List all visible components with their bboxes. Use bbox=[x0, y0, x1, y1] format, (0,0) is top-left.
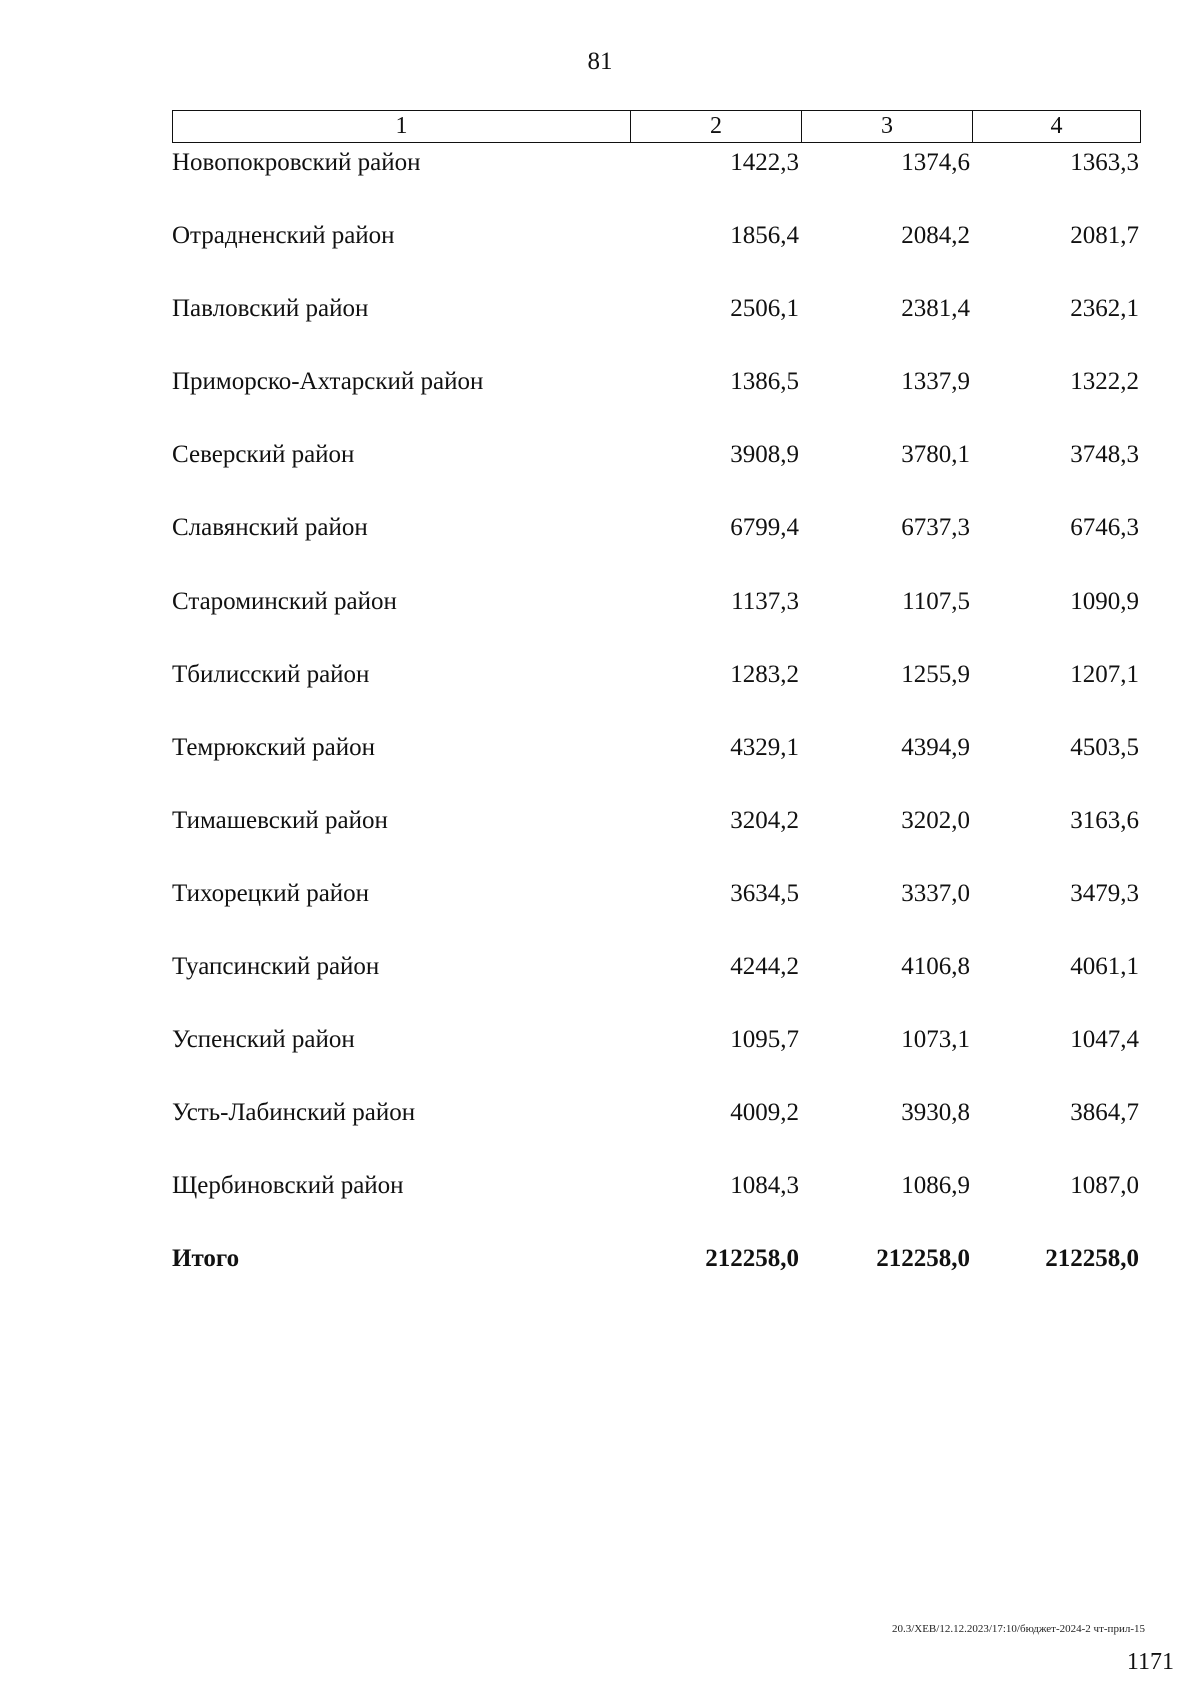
table-row bbox=[172, 221, 1141, 294]
district-name: Староминский район bbox=[172, 587, 397, 615]
table-row bbox=[172, 440, 1141, 513]
total-col-3: 212258,0 bbox=[876, 1245, 970, 1273]
table-row bbox=[172, 952, 1141, 1025]
value-col-3: 4106,8 bbox=[901, 953, 970, 981]
value-col-4: 2081,7 bbox=[1070, 222, 1139, 250]
header-col-3: 3 bbox=[802, 111, 973, 142]
table-row bbox=[172, 1171, 1141, 1244]
value-col-3: 1073,1 bbox=[901, 1026, 970, 1054]
value-col-2: 1386,5 bbox=[730, 368, 799, 396]
value-col-3: 1337,9 bbox=[901, 368, 970, 396]
value-col-4: 1363,3 bbox=[1070, 149, 1139, 176]
table-row bbox=[172, 587, 1141, 660]
table-body bbox=[172, 148, 1141, 1318]
page-number: 81 bbox=[587, 48, 613, 75]
table-row bbox=[172, 513, 1141, 586]
value-col-4: 1090,9 bbox=[1070, 587, 1139, 615]
value-col-3: 3780,1 bbox=[901, 441, 970, 469]
value-col-4: 3748,3 bbox=[1070, 441, 1139, 469]
value-col-3: 1107,5 bbox=[902, 587, 970, 615]
district-name: Павловский район bbox=[172, 295, 369, 323]
district-name: Приморско-Ахтарский район bbox=[172, 368, 484, 396]
value-col-4: 3479,3 bbox=[1070, 879, 1139, 907]
value-col-3: 2084,2 bbox=[901, 222, 970, 250]
total-col-2: 212258,0 bbox=[705, 1245, 799, 1273]
value-col-4: 4503,5 bbox=[1070, 733, 1139, 761]
table-row bbox=[172, 660, 1141, 733]
total-label: Итого bbox=[172, 1245, 240, 1273]
value-col-2: 4329,1 bbox=[730, 733, 799, 761]
table-row bbox=[172, 733, 1141, 806]
value-col-2: 4009,2 bbox=[730, 1099, 799, 1127]
district-name: Тимашевский район bbox=[172, 806, 388, 834]
district-name: Новопокровский район bbox=[172, 149, 421, 176]
value-col-3: 1255,9 bbox=[901, 660, 970, 688]
table-row bbox=[172, 806, 1141, 879]
value-col-2: 1084,3 bbox=[730, 1172, 799, 1200]
value-col-2: 1137,3 bbox=[731, 587, 799, 615]
value-col-3: 3930,8 bbox=[901, 1099, 970, 1127]
value-col-3: 3202,0 bbox=[901, 806, 970, 834]
district-name: Темрюкский район bbox=[172, 733, 376, 761]
value-col-2: 3634,5 bbox=[730, 879, 799, 907]
value-col-4: 1322,2 bbox=[1070, 368, 1139, 396]
value-col-4: 2362,1 bbox=[1070, 295, 1139, 323]
district-name: Успенский район bbox=[172, 1026, 355, 1054]
table-row bbox=[172, 148, 1141, 221]
header-col-2: 2 bbox=[631, 111, 802, 142]
district-name: Тбилисский район bbox=[172, 660, 370, 688]
value-col-3: 6737,3 bbox=[901, 514, 970, 542]
table-header bbox=[172, 110, 1141, 143]
value-col-3: 1086,9 bbox=[901, 1172, 970, 1200]
table-row bbox=[172, 294, 1141, 367]
value-col-3: 4394,9 bbox=[901, 733, 970, 761]
value-col-4: 3864,7 bbox=[1070, 1099, 1139, 1127]
district-name: Щербиновский район bbox=[172, 1172, 404, 1200]
value-col-4: 1087,0 bbox=[1070, 1172, 1139, 1200]
value-col-2: 3204,2 bbox=[730, 806, 799, 834]
value-col-2: 4244,2 bbox=[730, 953, 799, 981]
value-col-3: 3337,0 bbox=[901, 879, 970, 907]
value-col-2: 1095,7 bbox=[730, 1026, 799, 1054]
value-col-4: 4061,1 bbox=[1070, 953, 1139, 981]
header-col-1: 1 bbox=[173, 111, 631, 142]
value-col-2: 1283,2 bbox=[730, 660, 799, 688]
district-name: Туапсинский район bbox=[172, 953, 380, 981]
value-col-2: 3908,9 bbox=[730, 441, 799, 469]
footer-sheet-number: 1171 bbox=[1126, 1649, 1174, 1675]
value-col-3: 2381,4 bbox=[901, 295, 970, 323]
document-code: 20.3/ХЕВ/12.12.2023/17:10/бюджет-2024-2 чт-прил-15 bbox=[891, 1623, 1145, 1635]
total-row bbox=[172, 1244, 1141, 1317]
total-col-4: 212258,0 bbox=[1045, 1245, 1139, 1273]
value-col-2: 1856,4 bbox=[730, 222, 799, 250]
value-col-4: 1207,1 bbox=[1070, 660, 1139, 688]
district-name: Отрадненский район bbox=[172, 222, 395, 250]
value-col-4: 6746,3 bbox=[1070, 514, 1139, 542]
table-row bbox=[172, 1098, 1141, 1171]
header-col-4: 4 bbox=[1050, 113, 1063, 139]
table-row bbox=[172, 1025, 1141, 1098]
table-row bbox=[172, 879, 1141, 952]
table-row bbox=[172, 367, 1141, 440]
district-name: Усть-Лабинский район bbox=[172, 1099, 416, 1127]
district-name: Славянский район bbox=[172, 514, 368, 542]
value-col-2: 2506,1 bbox=[730, 295, 799, 323]
value-col-4: 3163,6 bbox=[1070, 806, 1139, 834]
value-col-4: 1047,4 bbox=[1070, 1026, 1139, 1054]
value-col-2: 6799,4 bbox=[730, 514, 799, 542]
value-col-2: 1422,3 bbox=[730, 149, 799, 176]
district-name: Тихорецкий район bbox=[172, 879, 370, 907]
district-name: Северский район bbox=[172, 441, 355, 469]
value-col-3: 1374,6 bbox=[901, 149, 970, 176]
